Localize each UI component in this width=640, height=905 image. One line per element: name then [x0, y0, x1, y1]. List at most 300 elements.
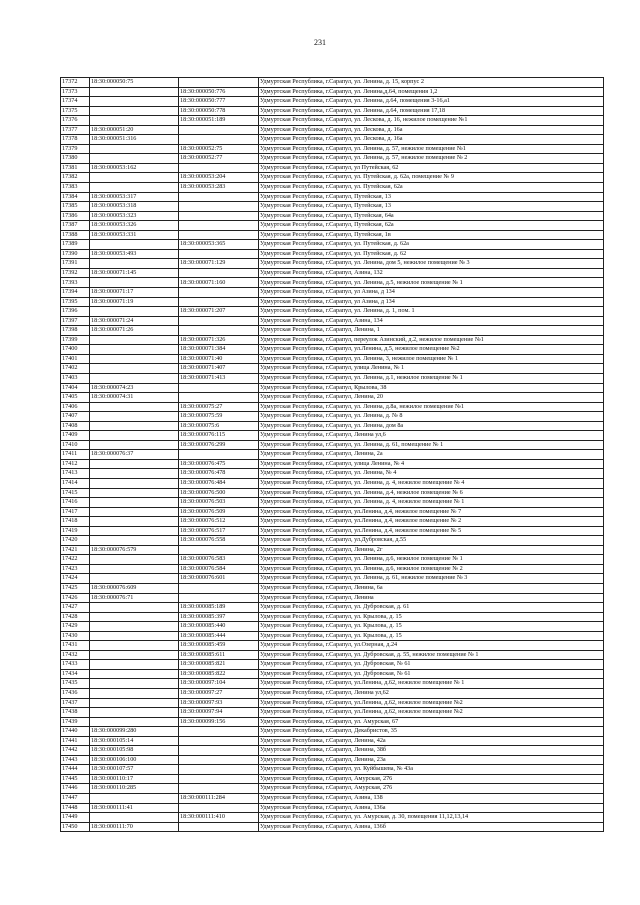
- room-cadastral-number-cell: [179, 736, 259, 746]
- page-number: 231: [314, 38, 326, 47]
- room-cadastral-number-cell: 18:30:000097:94: [179, 708, 259, 718]
- room-cadastral-number-cell: 18:30:000085:444: [179, 631, 259, 641]
- row-number-cell: 17438: [61, 708, 90, 718]
- land-cadastral-number-cell: [90, 603, 179, 613]
- address-cell: Удмуртская Республика, г.Сарапул, переулок Азинский, д.2, нежилое помещение №1: [259, 335, 604, 345]
- row-number-cell: 17408: [61, 421, 90, 431]
- table-row: [61, 221, 604, 231]
- table-row: [61, 612, 604, 622]
- address-cell: Удмуртская Республика, г.Сарапул, Амурская, 276: [259, 774, 604, 784]
- address-cell: Удмуртская Республика, г.Сарапул, Путейская, 62а: [259, 221, 604, 231]
- room-cadastral-number-cell: 18:30:000052:75: [179, 144, 259, 154]
- row-number-cell: 17419: [61, 526, 90, 536]
- row-number-cell: 17404: [61, 383, 90, 393]
- address-cell: Удмуртская Республика, г.Сарапул, ул. Ленина, д. 61, нежилое помещение № 3: [259, 574, 604, 584]
- room-cadastral-number-cell: 18:30:000076:583: [179, 555, 259, 565]
- table-row: [61, 708, 604, 718]
- land-cadastral-number-cell: [90, 278, 179, 288]
- table-row: [61, 202, 604, 212]
- address-cell: Удмуртская Республика, г.Сарапул, Азина, 132: [259, 268, 604, 278]
- address-cell: Удмуртская Республика, г.Сарапул, ул Путейская, 62: [259, 163, 604, 173]
- table-row: [61, 316, 604, 326]
- room-cadastral-number-cell: 18:30:000053:283: [179, 183, 259, 193]
- table-row: [61, 822, 604, 832]
- room-cadastral-number-cell: [179, 450, 259, 460]
- address-cell: Удмуртская Республика, г.Сарапул, Ленина, 42а: [259, 736, 604, 746]
- address-cell: Удмуртская Республика, г.Сарапул, Путейская, 13: [259, 202, 604, 212]
- address-cell: Удмуртская Республика, г.Сарапул, ул. Ленина, д.5, нежилое помещение № 1: [259, 278, 604, 288]
- table-row: [61, 116, 604, 126]
- address-cell: Удмуртская Республика, г.Сарапул, ул. Ленина, д. 4, нежилое помещение № 1: [259, 498, 604, 508]
- row-number-cell: 17450: [61, 822, 90, 832]
- land-cadastral-number-cell: 18:30:000071:24: [90, 316, 179, 326]
- room-cadastral-number-cell: [179, 211, 259, 221]
- address-cell: Удмуртская Республика, г.Сарапул, Ленина ул,6: [259, 431, 604, 441]
- room-cadastral-number-cell: 18:30:000076:484: [179, 478, 259, 488]
- row-number-cell: 17435: [61, 679, 90, 689]
- table-row: [61, 488, 604, 498]
- row-number-cell: 17414: [61, 478, 90, 488]
- land-cadastral-number-cell: 18:30:000074:23: [90, 383, 179, 393]
- address-cell: Удмуртская Республика, г.Сарапул, ул. Ленина, дом 8а: [259, 421, 604, 431]
- room-cadastral-number-cell: [179, 545, 259, 555]
- table-row: [61, 459, 604, 469]
- row-number-cell: 17373: [61, 87, 90, 97]
- room-cadastral-number-cell: 18:30:000076:500: [179, 488, 259, 498]
- room-cadastral-number-cell: [179, 288, 259, 298]
- table-row: [61, 650, 604, 660]
- row-number-cell: 17398: [61, 326, 90, 336]
- row-number-cell: 17445: [61, 774, 90, 784]
- table-row: [61, 345, 604, 355]
- address-cell: Удмуртская Республика, г.Сарапул, ул. Куйбышева, № 43а: [259, 765, 604, 775]
- table-row: [61, 297, 604, 307]
- room-cadastral-number-cell: 18:30:000076:517: [179, 526, 259, 536]
- row-number-cell: 17397: [61, 316, 90, 326]
- row-number-cell: 17400: [61, 345, 90, 355]
- land-cadastral-number-cell: 18:30:000110:17: [90, 774, 179, 784]
- address-cell: Удмуртская Республика, г.Сарапул, ул. Крылова, д. 15: [259, 631, 604, 641]
- table-row: [61, 555, 604, 565]
- address-cell: Удмуртская Республика, г.Сарапул, Ленина, 2г: [259, 545, 604, 555]
- land-cadastral-number-cell: [90, 564, 179, 574]
- row-number-cell: 17395: [61, 297, 90, 307]
- land-cadastral-number-cell: [90, 555, 179, 565]
- land-cadastral-number-cell: [90, 116, 179, 126]
- land-cadastral-number-cell: [90, 622, 179, 632]
- room-cadastral-number-cell: 18:30:000075:6: [179, 421, 259, 431]
- address-cell: Удмуртская Республика, г.Сарапул, ул. Ленина, д. 15, корпус 2: [259, 78, 604, 88]
- address-cell: Удмуртская Республика, г.Сарапул, ул.Ленина, д.62, нежилое помещение №2: [259, 708, 604, 718]
- table-row: [61, 622, 604, 632]
- table-row: [61, 335, 604, 345]
- room-cadastral-number-cell: [179, 383, 259, 393]
- table-row: [61, 660, 604, 670]
- address-cell: Удмуртская Республика, г.Сарапул, ул. Ленина, д. 1, пом. 1: [259, 307, 604, 317]
- room-cadastral-number-cell: 18:30:000071:384: [179, 345, 259, 355]
- row-number-cell: 17416: [61, 498, 90, 508]
- address-cell: Удмуртская Республика, г.Сарапул, ул. Ленина, д.6, нежилое помещение № 1: [259, 555, 604, 565]
- address-cell: Удмуртская Республика, г.Сарапул, ул. Ленина, д.1, нежилое помещение № 1: [259, 373, 604, 383]
- table-row: [61, 402, 604, 412]
- room-cadastral-number-cell: 18:30:000076:509: [179, 507, 259, 517]
- row-number-cell: 17406: [61, 402, 90, 412]
- row-number-cell: 17440: [61, 727, 90, 737]
- row-number-cell: 17405: [61, 393, 90, 403]
- table-row: [61, 87, 604, 97]
- room-cadastral-number-cell: [179, 192, 259, 202]
- row-number-cell: 17403: [61, 373, 90, 383]
- table-row: [61, 545, 604, 555]
- table-row: [61, 583, 604, 593]
- room-cadastral-number-cell: [179, 202, 259, 212]
- land-cadastral-number-cell: [90, 698, 179, 708]
- row-number-cell: 17423: [61, 564, 90, 574]
- row-number-cell: 17389: [61, 240, 90, 250]
- land-cadastral-number-cell: 18:30:000051:316: [90, 135, 179, 145]
- table-row: [61, 354, 604, 364]
- row-number-cell: 17449: [61, 813, 90, 823]
- address-cell: Удмуртская Республика, г.Сарапул, ул. Ленина, д. 57, нежилое помещение № 2: [259, 154, 604, 164]
- room-cadastral-number-cell: 18:30:000097:27: [179, 689, 259, 699]
- row-number-cell: 17382: [61, 173, 90, 183]
- address-cell: Удмуртская Республика, г.Сарапул, ул. Ленина, д.8а, нежилое помещение №1: [259, 402, 604, 412]
- row-number-cell: 17409: [61, 431, 90, 441]
- table-row: [61, 393, 604, 403]
- address-cell: Удмуртская Республика, г.Сарапул, Ленина: [259, 593, 604, 603]
- row-number-cell: 17388: [61, 230, 90, 240]
- row-number-cell: 17377: [61, 125, 90, 135]
- table-row: [61, 736, 604, 746]
- row-number-cell: 17430: [61, 631, 90, 641]
- table-row: [61, 249, 604, 259]
- table-row: [61, 78, 604, 88]
- land-cadastral-number-cell: [90, 240, 179, 250]
- row-number-cell: 17444: [61, 765, 90, 775]
- row-number-cell: 17387: [61, 221, 90, 231]
- land-cadastral-number-cell: [90, 517, 179, 527]
- land-cadastral-number-cell: [90, 440, 179, 450]
- table-row: [61, 307, 604, 317]
- table-row: [61, 125, 604, 135]
- land-cadastral-number-cell: [90, 669, 179, 679]
- address-cell: Удмуртская Республика, г.Сарапул, Путейская, 1в: [259, 230, 604, 240]
- row-number-cell: 17442: [61, 746, 90, 756]
- address-cell: Удмуртская Республика, г.Сарапул, ул. Дубровская, № 61: [259, 660, 604, 670]
- address-cell: Удмуртская Республика, г.Сарапул, Ленина, 2а: [259, 450, 604, 460]
- land-cadastral-number-cell: [90, 660, 179, 670]
- table-row: [61, 373, 604, 383]
- land-cadastral-number-cell: 18:30:000076:609: [90, 583, 179, 593]
- room-cadastral-number-cell: 18:30:000071:207: [179, 307, 259, 317]
- address-cell: Удмуртская Республика, г.Сарапул, ул. Крылова, д. 15: [259, 612, 604, 622]
- room-cadastral-number-cell: [179, 593, 259, 603]
- row-number-cell: 17380: [61, 154, 90, 164]
- land-cadastral-number-cell: [90, 526, 179, 536]
- address-cell: Удмуртская Республика, г.Сарапул, Ленина, 20: [259, 393, 604, 403]
- table-row: [61, 641, 604, 651]
- room-cadastral-number-cell: 18:30:000071:40: [179, 354, 259, 364]
- row-number-cell: 17429: [61, 622, 90, 632]
- land-cadastral-number-cell: 18:30:000111:70: [90, 822, 179, 832]
- room-cadastral-number-cell: 18:30:000085:821: [179, 660, 259, 670]
- room-cadastral-number-cell: [179, 249, 259, 259]
- address-cell: Удмуртская Республика, г.Сарапул, ул. Дубровская, д. 61: [259, 603, 604, 613]
- row-number-cell: 17437: [61, 698, 90, 708]
- address-cell: Удмуртская Республика, г.Сарапул, улица Ленина, № 4: [259, 459, 604, 469]
- table-row: [61, 421, 604, 431]
- land-cadastral-number-cell: [90, 412, 179, 422]
- land-cadastral-number-cell: 18:30:000107:57: [90, 765, 179, 775]
- land-cadastral-number-cell: [90, 717, 179, 727]
- address-cell: Удмуртская Республика, г.Сарапул, ул. Крылова, д. 15: [259, 622, 604, 632]
- land-cadastral-number-cell: [90, 402, 179, 412]
- land-cadastral-number-cell: 18:30:000053:162: [90, 163, 179, 173]
- table-row: [61, 698, 604, 708]
- address-cell: Удмуртская Республика, г.Сарапул, ул. Ленина, 3, нежилое помещение № 1: [259, 354, 604, 364]
- land-cadastral-number-cell: 18:30:000071:26: [90, 326, 179, 336]
- row-number-cell: 17402: [61, 364, 90, 374]
- table-row: [61, 755, 604, 765]
- row-number-cell: 17383: [61, 183, 90, 193]
- land-cadastral-number-cell: 18:30:000074:31: [90, 393, 179, 403]
- table-row: [61, 163, 604, 173]
- room-cadastral-number-cell: 18:30:000097:93: [179, 698, 259, 708]
- room-cadastral-number-cell: 18:30:000076:299: [179, 440, 259, 450]
- registry-table-body: [61, 78, 604, 832]
- row-number-cell: 17448: [61, 803, 90, 813]
- row-number-cell: 17422: [61, 555, 90, 565]
- row-number-cell: 17412: [61, 459, 90, 469]
- land-cadastral-number-cell: [90, 154, 179, 164]
- row-number-cell: 17431: [61, 641, 90, 651]
- table-row: [61, 97, 604, 107]
- table-row: [61, 240, 604, 250]
- row-number-cell: 17432: [61, 650, 90, 660]
- address-cell: Удмуртская Республика, г.Сарапул, ул.Ленина, д.62, нежилое помещение №2: [259, 698, 604, 708]
- table-row: [61, 774, 604, 784]
- land-cadastral-number-cell: 18:30:000105:14: [90, 736, 179, 746]
- address-cell: Удмуртская Республика, г.Сарапул, ул.Ленина, д.62, нежилое помещение № 1: [259, 679, 604, 689]
- room-cadastral-number-cell: 18:30:000071:326: [179, 335, 259, 345]
- table-row: [61, 784, 604, 794]
- row-number-cell: 17443: [61, 755, 90, 765]
- address-cell: Удмуртская Республика, г.Сарапул, ул.Дубровская, д.55: [259, 536, 604, 546]
- room-cadastral-number-cell: 18:30:000076:503: [179, 498, 259, 508]
- table-row: [61, 765, 604, 775]
- address-cell: Удмуртская Республика, г.Сарапул, Азина, 134: [259, 316, 604, 326]
- row-number-cell: 17379: [61, 144, 90, 154]
- room-cadastral-number-cell: 18:30:000050:776: [179, 87, 259, 97]
- room-cadastral-number-cell: [179, 803, 259, 813]
- land-cadastral-number-cell: 18:30:000076:71: [90, 593, 179, 603]
- row-number-cell: 17392: [61, 268, 90, 278]
- address-cell: Удмуртская Республика, г.Сарапул, ул. Ленина, д.64, помещения 17,18: [259, 106, 604, 116]
- address-cell: Удмуртская Республика, г.Сарапул, ул Азина, д 134: [259, 288, 604, 298]
- table-row: [61, 431, 604, 441]
- row-number-cell: 17401: [61, 354, 90, 364]
- land-cadastral-number-cell: 18:30:000111:41: [90, 803, 179, 813]
- address-cell: Удмуртская Республика, г.Сарапул, ул. Лескова, д. 16а: [259, 135, 604, 145]
- room-cadastral-number-cell: 18:30:000111:410: [179, 813, 259, 823]
- room-cadastral-number-cell: [179, 746, 259, 756]
- row-number-cell: 17381: [61, 163, 90, 173]
- row-number-cell: 17426: [61, 593, 90, 603]
- address-cell: Удмуртская Республика, г.Сарапул, ул. Дубровская, д. 55, нежилое помещение № 1: [259, 650, 604, 660]
- address-cell: Удмуртская Республика, г.Сарапул, ул. Ленина, д. 4, нежилое помещение № 4: [259, 478, 604, 488]
- land-cadastral-number-cell: [90, 87, 179, 97]
- address-cell: Удмуртская Республика, г.Сарапул, улица Ленина, № 1: [259, 364, 604, 374]
- address-cell: Удмуртская Республика, г.Сарапул, Ленина, 1: [259, 326, 604, 336]
- room-cadastral-number-cell: 18:30:000071:413: [179, 373, 259, 383]
- registry-table: [60, 77, 604, 832]
- row-number-cell: 17413: [61, 469, 90, 479]
- address-cell: Удмуртская Республика, г.Сарапул, ул.Ленина, д.5, нежилое помещение №2: [259, 345, 604, 355]
- land-cadastral-number-cell: [90, 507, 179, 517]
- address-cell: Удмуртская Республика, г.Сарапул, ул. Путейская, д. 62: [259, 249, 604, 259]
- row-number-cell: 17376: [61, 116, 90, 126]
- row-number-cell: 17441: [61, 736, 90, 746]
- row-number-cell: 17372: [61, 78, 90, 88]
- table-row: [61, 288, 604, 298]
- room-cadastral-number-cell: 18:30:000085:611: [179, 650, 259, 660]
- room-cadastral-number-cell: [179, 326, 259, 336]
- room-cadastral-number-cell: [179, 135, 259, 145]
- address-cell: Удмуртская Республика, г.Сарапул, Путейская, 64а: [259, 211, 604, 221]
- land-cadastral-number-cell: 18:30:000076:579: [90, 545, 179, 555]
- row-number-cell: 17428: [61, 612, 90, 622]
- row-number-cell: 17386: [61, 211, 90, 221]
- row-number-cell: 17434: [61, 669, 90, 679]
- land-cadastral-number-cell: 18:30:000053:318: [90, 202, 179, 212]
- room-cadastral-number-cell: 18:30:000071:407: [179, 364, 259, 374]
- land-cadastral-number-cell: [90, 689, 179, 699]
- address-cell: Удмуртская Республика, г.Сарапул, ул. Путейская, д. 62а: [259, 240, 604, 250]
- table-row: [61, 564, 604, 574]
- room-cadastral-number-cell: [179, 230, 259, 240]
- table-row: [61, 259, 604, 269]
- table-row: [61, 440, 604, 450]
- address-cell: Удмуртская Республика, г.Сарапул, ул. Путейская, 62а: [259, 183, 604, 193]
- table-row: [61, 154, 604, 164]
- room-cadastral-number-cell: [179, 822, 259, 832]
- land-cadastral-number-cell: 18:30:000071:19: [90, 297, 179, 307]
- land-cadastral-number-cell: [90, 574, 179, 584]
- land-cadastral-number-cell: [90, 794, 179, 804]
- table-row: [61, 173, 604, 183]
- address-cell: Удмуртская Республика, г.Сарапул, ул. Амурская, 67: [259, 717, 604, 727]
- room-cadastral-number-cell: 18:30:000076:584: [179, 564, 259, 574]
- table-row: [61, 669, 604, 679]
- room-cadastral-number-cell: [179, 583, 259, 593]
- table-row: [61, 603, 604, 613]
- room-cadastral-number-cell: [179, 78, 259, 88]
- land-cadastral-number-cell: [90, 421, 179, 431]
- row-number-cell: 17417: [61, 507, 90, 517]
- room-cadastral-number-cell: 18:30:000085:459: [179, 641, 259, 651]
- table-row: [61, 268, 604, 278]
- land-cadastral-number-cell: [90, 335, 179, 345]
- row-number-cell: 17385: [61, 202, 90, 212]
- room-cadastral-number-cell: [179, 163, 259, 173]
- row-number-cell: 17407: [61, 412, 90, 422]
- table-row: [61, 383, 604, 393]
- land-cadastral-number-cell: 18:30:000051:20: [90, 125, 179, 135]
- room-cadastral-number-cell: 18:30:000053:204: [179, 173, 259, 183]
- land-cadastral-number-cell: [90, 373, 179, 383]
- row-number-cell: 17433: [61, 660, 90, 670]
- address-cell: Удмуртская Республика, г.Сарапул, ул. Лескова, д. 16, нежилое помещение №1: [259, 116, 604, 126]
- address-cell: Удмуртская Республика, г.Сарапул, ул.Ленина, д.4, нежилое помещение № 5: [259, 526, 604, 536]
- room-cadastral-number-cell: 18:30:000052:77: [179, 154, 259, 164]
- land-cadastral-number-cell: 18:30:000071:17: [90, 288, 179, 298]
- address-cell: Удмуртская Республика, г.Сарапул, Азина, 136б: [259, 822, 604, 832]
- room-cadastral-number-cell: 18:30:000076:475: [179, 459, 259, 469]
- row-number-cell: 17425: [61, 583, 90, 593]
- room-cadastral-number-cell: 18:30:000085:189: [179, 603, 259, 613]
- table-row: [61, 746, 604, 756]
- land-cadastral-number-cell: [90, 106, 179, 116]
- land-cadastral-number-cell: 18:30:000076:37: [90, 450, 179, 460]
- room-cadastral-number-cell: 18:30:000075:27: [179, 402, 259, 412]
- row-number-cell: 17399: [61, 335, 90, 345]
- land-cadastral-number-cell: [90, 478, 179, 488]
- land-cadastral-number-cell: [90, 354, 179, 364]
- room-cadastral-number-cell: [179, 268, 259, 278]
- room-cadastral-number-cell: [179, 316, 259, 326]
- room-cadastral-number-cell: 18:30:000076:558: [179, 536, 259, 546]
- address-cell: Удмуртская Республика, г.Сарапул, ул.Ленина, д.4, нежилое помещение № 2: [259, 517, 604, 527]
- row-number-cell: 17427: [61, 603, 90, 613]
- address-cell: Удмуртская Республика, г.Сарапул, Крылова, 38: [259, 383, 604, 393]
- room-cadastral-number-cell: [179, 221, 259, 231]
- land-cadastral-number-cell: [90, 173, 179, 183]
- address-cell: Удмуртская Республика, г.Сарапул, Декабристов, 35: [259, 727, 604, 737]
- table-row: [61, 689, 604, 699]
- land-cadastral-number-cell: [90, 488, 179, 498]
- row-number-cell: 17396: [61, 307, 90, 317]
- address-cell: Удмуртская Республика, г.Сарапул, ул. Ленина, д.64, помещения 3-16,а1: [259, 97, 604, 107]
- row-number-cell: 17393: [61, 278, 90, 288]
- room-cadastral-number-cell: [179, 297, 259, 307]
- table-row: [61, 717, 604, 727]
- room-cadastral-number-cell: 18:30:000076:478: [179, 469, 259, 479]
- land-cadastral-number-cell: 18:30:000053:323: [90, 211, 179, 221]
- row-number-cell: 17436: [61, 689, 90, 699]
- table-row: [61, 144, 604, 154]
- table-row: [61, 803, 604, 813]
- row-number-cell: 17374: [61, 97, 90, 107]
- row-number-cell: 17410: [61, 440, 90, 450]
- room-cadastral-number-cell: 18:30:000097:104: [179, 679, 259, 689]
- row-number-cell: 17375: [61, 106, 90, 116]
- room-cadastral-number-cell: 18:30:000071:160: [179, 278, 259, 288]
- row-number-cell: 17446: [61, 784, 90, 794]
- address-cell: Удмуртская Республика, г.Сарапул, ул. Лескова, д. 16а: [259, 125, 604, 135]
- table-row: [61, 679, 604, 689]
- address-cell: Удмуртская Республика, г.Сарапул, Ленина ул,62: [259, 689, 604, 699]
- address-cell: Удмуртская Республика, г.Сарапул, ул. Ленина, д. 57, нежилое помещение №1: [259, 144, 604, 154]
- land-cadastral-number-cell: [90, 459, 179, 469]
- land-cadastral-number-cell: 18:30:000106:100: [90, 755, 179, 765]
- table-row: [61, 230, 604, 240]
- table-row: [61, 364, 604, 374]
- address-cell: Удмуртская Республика, г.Сарапул, Ленина, 38б: [259, 746, 604, 756]
- address-cell: Удмуртская Республика, г.Сарапул, Ленина, 23а: [259, 755, 604, 765]
- table-row: [61, 574, 604, 584]
- address-cell: Удмуртская Республика, г.Сарапул, ул Азина, д 134: [259, 297, 604, 307]
- address-cell: Удмуртская Республика, г.Сарапул, ул. Ленина, д.6, нежилое помещение № 2: [259, 564, 604, 574]
